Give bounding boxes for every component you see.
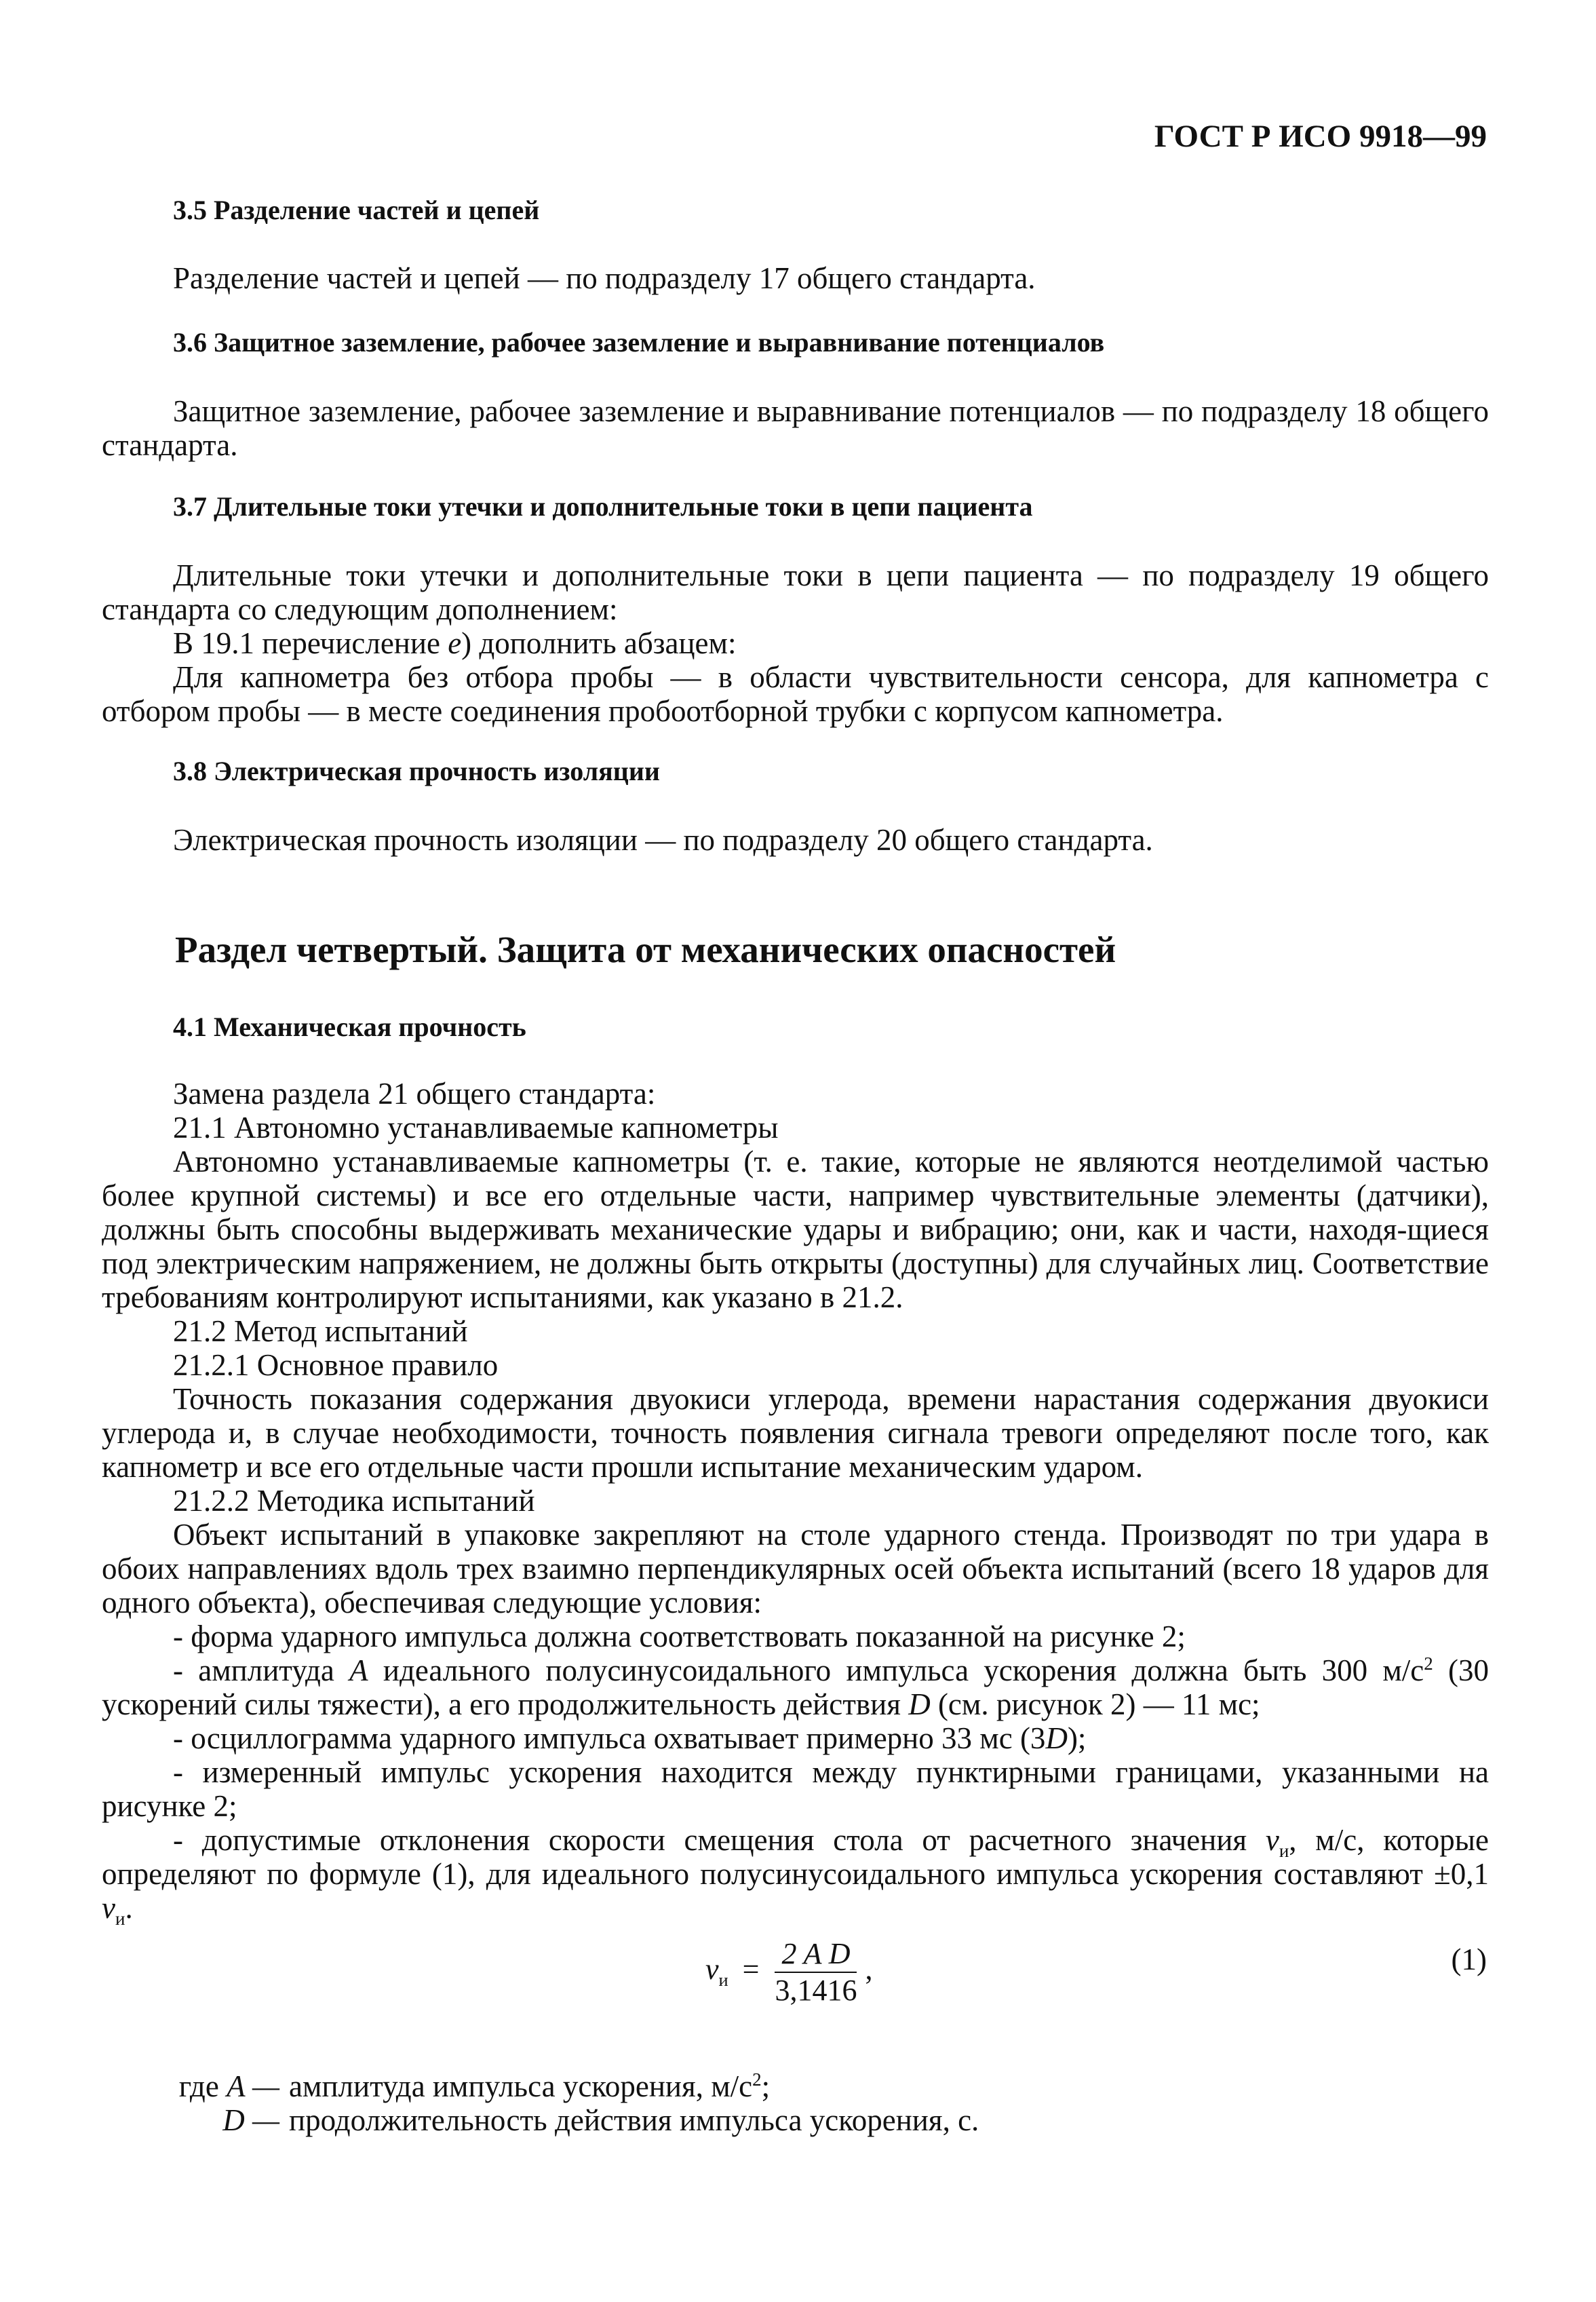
subclause-21-2-1: 21.2.1 Основное правило xyxy=(173,1348,499,1382)
formula-1: $v_и$ = $\frac{\text{2 A D}}{3,1416}$ , xyxy=(705,1937,873,2007)
formula-legend xyxy=(151,2069,1439,2137)
heading-3-8: 3.8 Электрическая прочность изоляции xyxy=(173,756,660,786)
heading-3-6: 3.6 Защитное заземление, рабочее заземление и выравнивание потенциалов xyxy=(173,327,1105,358)
section-3-5-body xyxy=(102,261,1489,295)
numerator: 2 A D xyxy=(775,1939,857,1973)
paragraph: Точность показания содержания двуокиси углерода, времени нарастания содержания двуокиси углерода и, в случае необходимости, точность появления сигнала тревоги определяют после того, как капнометр и все его отдельные части прошли испытание механическим ударом. xyxy=(102,1382,1489,1484)
list-item: - амплитуда A идеального полусинусоидального импульса ускорения должна быть 300 $м/с^2$ (30 ускорений силы тяжести), а его продолжительность действия D (см. рисунок 2) — 11 мс; xyxy=(102,1653,1489,1721)
paragraph: Защитное заземление, рабочее заземление и выравнивание потенциалов — по подразделу 18 общего стандарта. xyxy=(102,394,1489,462)
subclause-21-2: 21.2 Метод испытаний xyxy=(173,1314,468,1348)
section-3-7-body xyxy=(102,558,1489,728)
paragraph: Для капнометра без отбора пробы — в области чувствительности сенсора, для капнометра с отбором пробы — в месте соединения пробоотборной трубки с корпусом капнометра. xyxy=(102,660,1489,728)
legend-row: где A — амплитуда импульса ускорения, $м/с^2$; xyxy=(178,2069,771,2103)
subclause-21-2-2: 21.2.2 Методика испытаний xyxy=(173,1484,535,1518)
list-item: - осциллограмма ударного импульса охватывает примерно 33 мс (3D); xyxy=(173,1721,1087,1755)
list-item: - форма ударного импульса должна соответствовать показанной на рисунке 2; xyxy=(173,1619,1186,1653)
paragraph: Замена раздела 21 общего стандарта: xyxy=(173,1077,656,1111)
paragraph: Автономно устанавливаемые капнометры (т. е. такие, которые не являются неотделимой частью более крупной системы) и все его отдельные части, например чувствительные элементы (датчики), должны быть способны выдерживать механические удары и вибрацию; они, как и части, находя-щиеся под электрическим напряжением, не должны быть открыты (доступны) для случайных лиц. Соответствие требованиям контролируют испытаниями, как указано в 21.2. xyxy=(102,1145,1489,1314)
section-3-6-body xyxy=(102,394,1489,462)
section-3-8-body xyxy=(102,823,1489,857)
section-4-1-body xyxy=(102,1077,1489,1929)
paragraph: Объект испытаний в упаковке закрепляют на столе ударного стенда. Производят по три удара в обоих направлениях вдоль трех взаимно перпендикулярных осей объекта испытаний (всего 18 ударов для одного объекта), обеспечивая следующие условия: xyxy=(102,1518,1489,1619)
formula-number: (1) xyxy=(1451,1942,1487,1976)
denominator: 3,1416 xyxy=(775,1974,857,2007)
paragraph: Разделение частей и цепей — по подразделу 17 общего стандарта. xyxy=(173,261,1036,295)
section-title: Раздел четвертый. Защита от механических опасностей xyxy=(175,929,1116,970)
legend-row: D — продолжительность действия импульса ускорения, с. xyxy=(222,2103,979,2137)
list-item: - допустимые отклонения скорости смещения стола от расчетного значения $v_и$, м/с, которые определяют по формуле (1), для идеального полусинусоидального импульса ускорения составляют ±0,1 $v_и$. xyxy=(102,1823,1489,1929)
heading-3-7: 3.7 Длительные токи утечки и дополнительные токи в цепи пациента xyxy=(173,491,1033,522)
document-code: ГОСТ Р ИСО 9918—99 xyxy=(1154,119,1487,154)
paragraph: В 19.1 перечисление е) дополнить абзацем: xyxy=(173,626,737,660)
list-item: - измеренный импульс ускорения находится между пунктирными границами, указанными на рисунке 2; xyxy=(102,1755,1489,1823)
heading-3-5: 3.5 Разделение частей и цепей xyxy=(173,195,540,225)
heading-4-1: 4.1 Механическая прочность xyxy=(173,1012,526,1042)
subclause-21-1: 21.1 Автономно устанавливаемые капнометры xyxy=(173,1111,779,1145)
paragraph: Электрическая прочность изоляции — по подразделу 20 общего стандарта. xyxy=(173,823,1153,857)
paragraph: Длительные токи утечки и дополнительные токи в цепи пациента — по подразделу 19 общего стандарта со следующим дополнением: xyxy=(102,558,1489,626)
fraction xyxy=(775,1939,857,2006)
